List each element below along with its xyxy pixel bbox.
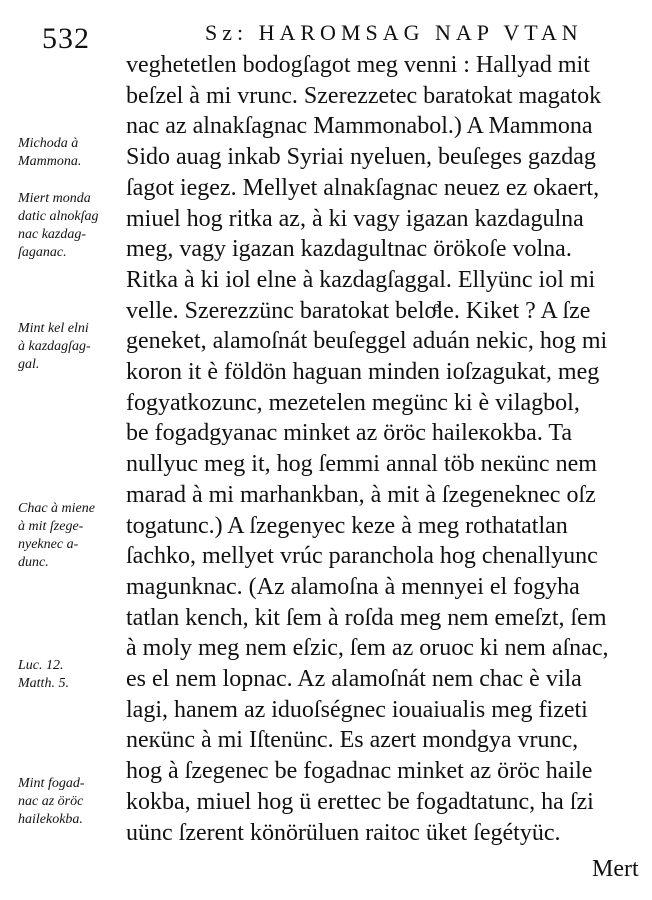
marginal-note-line: nac az öröc <box>18 794 84 809</box>
text-line: be fogadgyanac minket az öröc haileкokba. Ta <box>126 420 573 447</box>
text-line: koron it è földön haguan minden ioſzagukat, meg <box>126 359 600 385</box>
text-line: Sido auag inkab Syriai nyeluen, beuſeges gazdag <box>126 144 596 171</box>
text-line: magunknac. (Az alamoſna à mennyei el fogyha <box>126 573 580 600</box>
marginal-note-line: à kazdagſag- <box>18 339 91 354</box>
text-line: ſagot iegez. Mellyet alnakſagnac neuez ez okaert, <box>126 174 600 201</box>
text-line: nac az alnakſagnac Mammonabol.) A Mammona <box>126 113 593 140</box>
running-head: Sz: HAROMSAG NAP VTAN <box>205 20 583 45</box>
text-line: tatlan kench, kit ſem à roſda meg nem emeſzt, ſem <box>126 604 607 631</box>
marginal-note-line: dunc. <box>18 555 49 570</box>
text-line: beſzel à mi vrunc. Szerezzetec baratokat magatok <box>126 82 602 109</box>
text-line: geneket, alamoſnát beuſeggel aduán nekic, hog mi <box>126 328 608 355</box>
marginal-note-line: ſaganac. <box>18 245 67 260</box>
page-number: 532 <box>42 22 90 55</box>
marginal-note <box>18 500 122 572</box>
text-line: à moly meg nem eſzic, ſem az oruoc ki nem aſnac, <box>126 635 609 662</box>
marginal-note-line: gal. <box>18 357 40 372</box>
marginal-note <box>18 657 122 693</box>
text-line: ſachko, mellyet vrúc paranchola hog chenallyunc <box>126 543 598 570</box>
marginal-note-line: Michoda à <box>18 136 79 151</box>
marginal-note <box>18 135 122 171</box>
catch-word: Mert <box>592 856 639 882</box>
marginal-note-line: datic alnokſag <box>18 209 99 224</box>
text-line: miuel hog ritka az, à ki vagy igazan kazdagulna <box>126 205 584 232</box>
marginal-note-line: Mint kel elni <box>18 321 89 336</box>
marginal-note <box>18 775 122 829</box>
marginal-note-line: Miert monda <box>18 191 91 206</box>
marginal-note-line: Mammona. <box>18 154 82 169</box>
text-line: Ritka à ki iol elne à kazdagſaggal. Ellyünc iol mi <box>126 266 596 293</box>
text-line: veghetetlen bodogſagot meg venni : Hallyad mit <box>126 52 590 78</box>
marginal-note-line: à mit ſzege- <box>18 519 84 534</box>
marginal-note-line: Luc. 12. <box>18 658 64 673</box>
text-line: kokba, miuel hog ü erettec be fogadtatunc, ha ſzi <box>126 788 594 815</box>
marginal-note <box>18 190 122 262</box>
text-line: es el nem lopnac. Az alamoſnát nem chac è vila <box>126 666 582 692</box>
text-line: nullyuc meg it, hog ſemmi annal töb neкünc nem <box>126 451 597 478</box>
marginal-note <box>18 320 122 374</box>
text-line: neкünc à mi Iſtenünc. Es azert mondgya vrunc, <box>126 727 579 754</box>
marginal-note-line: nyeknec a- <box>18 537 79 552</box>
text-line: marad à mi marhankban, à mit à ſzegeneknec oſz <box>126 481 596 508</box>
text-line: fogyatkozunc, mezetelen megünc ki è vilagbol, <box>126 389 580 416</box>
marginal-note-line: nac kazdag- <box>18 227 87 242</box>
text-line: lagi, hanem az iduoſségnec iouaiualis meg fizeti <box>126 696 588 723</box>
text-line: velle. Szerezzünc baratokat beloͤle. Kiket ? A ſze <box>126 297 591 324</box>
marginal-note-line: Mint fogad- <box>18 776 85 791</box>
text-line: togatunc.) A ſzegenyec keze à meg rothatatlan <box>126 512 568 539</box>
text-line: hog à ſzegenec be fogadnac minket az öröc haile <box>126 758 593 785</box>
marginal-note-line: hailekokba. <box>18 812 83 827</box>
text-line: uünc ſzerent könörüluen raitoc üket ſegétyüc. <box>126 819 561 846</box>
marginal-note-line: Chac à miene <box>18 501 95 516</box>
marginal-note-line: Matth. 5. <box>18 676 69 691</box>
text-line: meg, vagy igazan kazdagultnac örökoſe volna. <box>126 236 572 263</box>
